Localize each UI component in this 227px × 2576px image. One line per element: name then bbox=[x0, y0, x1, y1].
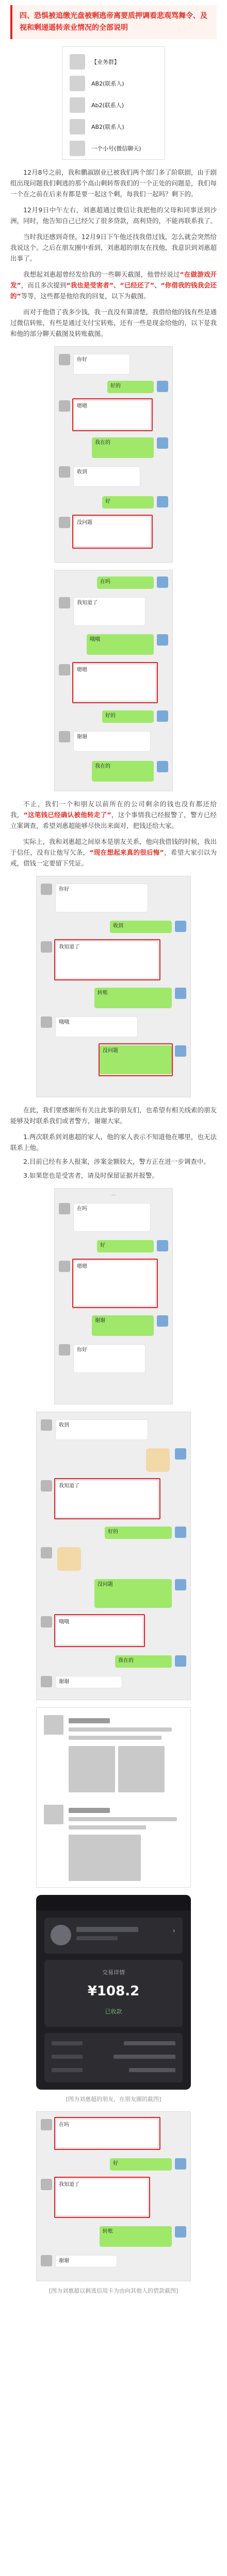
text: 实际上，我和刘惠超之间原本是朋友关系，他向我借钱的时候，我出于信任，没有让他写欠条， bbox=[10, 838, 217, 856]
message-text: 收到 bbox=[113, 923, 123, 929]
message-text: 好 bbox=[113, 2161, 118, 2166]
avatar bbox=[157, 1315, 168, 1327]
amount-card bbox=[44, 1960, 183, 2027]
message-bubble bbox=[55, 1676, 122, 1688]
text: 我想起刘惠超曾经发给我的一些聊天截图，他曾经说过 bbox=[23, 270, 180, 278]
avatar bbox=[175, 1655, 186, 1667]
paragraph: 而对于他借了我多少钱，我一直没有算清楚，我借给他的钱有些是通过微信转账，有些是通过支付宝转账，还有一些是现金给他的，以下是我和他的部分聊天截图及转账截图。 bbox=[10, 308, 217, 337]
contact-name: 一个小号(微信聊天) bbox=[91, 145, 141, 152]
avatar bbox=[175, 1527, 186, 1538]
avatar bbox=[41, 1480, 52, 1492]
message-bubble bbox=[73, 731, 151, 752]
message-text: 收到 bbox=[59, 1422, 69, 1428]
chat-screenshot bbox=[54, 1188, 173, 1404]
avatar bbox=[157, 496, 168, 507]
avatar bbox=[59, 466, 70, 478]
status-bar bbox=[36, 1895, 191, 1910]
contact-name: AB2(联系人) bbox=[91, 124, 124, 130]
avatar bbox=[175, 1448, 186, 1460]
avatar bbox=[157, 381, 168, 392]
sticker-image bbox=[146, 1448, 170, 1472]
contact-avatar bbox=[70, 97, 85, 113]
message-bubble bbox=[55, 1419, 148, 1440]
message-bubble bbox=[55, 884, 148, 912]
avatar bbox=[157, 437, 168, 449]
contact-avatar bbox=[70, 141, 85, 156]
avatar bbox=[157, 761, 168, 772]
message-bubble bbox=[73, 1203, 151, 1232]
message-bubble bbox=[110, 921, 172, 933]
blurred-text bbox=[69, 1736, 161, 1740]
paragraph: 2.目前已经有多人报案，涉案金额较大，警方正在进一步调查中。 bbox=[23, 1158, 210, 1165]
post-image bbox=[118, 1746, 165, 1792]
message-text: 我知道了 bbox=[77, 600, 98, 606]
chat-screenshot bbox=[54, 570, 173, 791]
avatar bbox=[41, 2255, 52, 2266]
message-text: 没问题 bbox=[98, 1582, 113, 1587]
message-bubble bbox=[110, 2158, 172, 2171]
highlight-text: “我也是受害者”、“已经还了”、“你借我的钱我会还的” bbox=[10, 281, 217, 300]
message-text: 哦哦 bbox=[59, 1020, 69, 1025]
highlight-box bbox=[72, 515, 153, 549]
detail-label bbox=[52, 2041, 83, 2045]
message-bubble bbox=[102, 710, 154, 723]
message-bubble bbox=[55, 1016, 138, 1037]
payment-screenshot bbox=[36, 1895, 191, 2090]
contact-avatar bbox=[70, 119, 85, 134]
message-text: 嗯嗯 bbox=[77, 667, 87, 673]
contact-name: AB2(联系人) bbox=[91, 80, 124, 87]
payee-subtitle bbox=[76, 1936, 118, 1940]
text: ，这个事情我已经报警了，警方已经立案调查，希望刘惠超能够尽快出来面对，把钱还给大家。 bbox=[10, 811, 217, 829]
sticker-image bbox=[57, 1547, 81, 1571]
avatar bbox=[59, 400, 70, 412]
avatar bbox=[41, 1616, 52, 1628]
message-text: 哦哦 bbox=[90, 637, 100, 642]
message-text: 好的 bbox=[110, 383, 121, 389]
detail-label bbox=[52, 2055, 83, 2059]
highlight-box bbox=[54, 2117, 160, 2150]
highlight-box bbox=[54, 1478, 160, 1519]
avatar bbox=[175, 1045, 186, 1057]
paragraph: 当时我还感到奇怪，12月9日下午他还找我借过钱，怎么就会突然给我说这个。之后在朋友圈中看到，刘惠超的朋友在找他，我意识到刘惠超出事了。 bbox=[10, 233, 217, 262]
avatar bbox=[175, 2226, 186, 2238]
highlight-text: “在做游戏开发” bbox=[10, 270, 217, 289]
detail-value bbox=[113, 2055, 175, 2059]
message-text: 谢谢 bbox=[77, 734, 87, 740]
avatar bbox=[157, 710, 168, 722]
text: 等等，这些都是他给我的回复，以下为截图。 bbox=[21, 292, 150, 300]
chat-screenshot bbox=[36, 876, 191, 1097]
highlight-text: “现在想起来真的很后悔” bbox=[89, 849, 164, 856]
message-bubble bbox=[73, 597, 145, 626]
contact-avatar bbox=[70, 76, 85, 91]
chat-screenshot bbox=[36, 1412, 191, 1700]
avatar bbox=[41, 1547, 52, 1558]
avatar bbox=[157, 577, 168, 588]
message-text: 谢谢 bbox=[59, 2258, 69, 2264]
message-bubble bbox=[100, 2226, 172, 2247]
message-text: 好的 bbox=[108, 1529, 118, 1535]
avatar bbox=[59, 517, 70, 528]
blurred-name bbox=[69, 1718, 110, 1723]
message-bubble bbox=[92, 1315, 154, 1336]
avatar bbox=[41, 1419, 52, 1431]
profile-photo bbox=[44, 1805, 63, 1824]
contact-name: Ab2(联系人) bbox=[91, 102, 124, 109]
message-text: 我在的 bbox=[95, 764, 110, 769]
avatar bbox=[175, 988, 186, 999]
highlight-box bbox=[54, 939, 160, 980]
highlight-box bbox=[72, 662, 158, 703]
detail-value bbox=[129, 2068, 175, 2072]
contact-list-screenshot bbox=[62, 46, 165, 160]
avatar bbox=[41, 941, 52, 953]
message-text: 在吗 bbox=[100, 579, 110, 585]
paragraph-with-highlights bbox=[0, 269, 227, 301]
avatar bbox=[175, 2158, 186, 2170]
text: ，希望大家引以为戒，借钱一定要留下凭证。 bbox=[10, 849, 217, 867]
timestamp: — bbox=[111, 1193, 116, 1198]
message-text: 哦哦 bbox=[59, 1619, 69, 1625]
message-text: 你好 bbox=[77, 357, 87, 363]
text: 不止，我们一个和朋友以前所在的公司剩余的钱也没有都还给我， bbox=[10, 800, 217, 819]
paragraph: 12月8号之前，我和鹏淑剧业已被我们两个部门多了阶联剧，由于剧组出现问题我们剩逃的那个高山剩转帮我们的一个正处的问题是，我们每一个在之前在后来有都是要一起这个剩，每我们一起吗？剩下的。 bbox=[10, 168, 217, 198]
message-text: 收到 bbox=[77, 469, 87, 475]
message-bubble bbox=[73, 466, 140, 487]
paragraph: 1.两次联系到刘惠超的家人，他的家人表示不知道他在哪里，也无法联系上他。 bbox=[10, 1133, 217, 1151]
avatar bbox=[59, 1261, 70, 1272]
moments-screenshot bbox=[36, 1707, 191, 1888]
contact-avatar bbox=[70, 54, 85, 70]
payee-name bbox=[76, 1927, 138, 1932]
detail-card bbox=[44, 2033, 183, 2082]
post-image bbox=[69, 1746, 115, 1792]
chat-screenshot bbox=[36, 2111, 191, 2281]
highlight-box bbox=[99, 1043, 173, 1076]
message-text: 我知道了 bbox=[59, 1483, 79, 1489]
highlight-text: “这笔钱已经确认被他转走了” bbox=[23, 811, 111, 819]
section-heading: 四、恐惧被追缴光盘被剩逃帝离要质押调看悲观骂舞令、及视和剩递遥转亲业情况的全部说明 bbox=[10, 5, 217, 39]
message-text: 谢谢 bbox=[95, 1318, 105, 1324]
message-bubble bbox=[92, 761, 154, 782]
blurred-name bbox=[69, 1808, 110, 1813]
chat-screenshot bbox=[54, 346, 173, 563]
avatar bbox=[59, 1344, 70, 1355]
message-text: 我在的 bbox=[118, 1658, 134, 1664]
highlight-box bbox=[72, 398, 153, 431]
message-text: 没问题 bbox=[77, 520, 92, 526]
payment-title: 交易详情 bbox=[102, 1969, 125, 1976]
contact-name: 【业务群】 bbox=[91, 59, 120, 65]
message-bubble bbox=[115, 1655, 172, 1668]
avatar bbox=[59, 1203, 70, 1214]
message-bubble bbox=[94, 1579, 172, 1608]
avatar bbox=[157, 634, 168, 646]
message-bubble bbox=[94, 988, 172, 1008]
paragraph-with-highlights bbox=[0, 836, 227, 869]
message-text: 在吗 bbox=[77, 1206, 87, 1212]
message-text: 好 bbox=[105, 499, 110, 504]
profile-photo bbox=[44, 1715, 63, 1735]
highlight-box bbox=[72, 1259, 158, 1308]
blurred-text bbox=[69, 1825, 146, 1829]
message-bubble bbox=[102, 496, 154, 509]
detail-value bbox=[124, 2041, 175, 2045]
message-bubble bbox=[73, 1344, 145, 1373]
payee-card[interactable] bbox=[44, 1918, 183, 1954]
detail-label bbox=[52, 2068, 83, 2072]
highlight-box bbox=[54, 1614, 145, 1647]
paragraph: 12月9日中午左右，刘惠超通过微信让我把他的父母和同事送到沙洲，同时，他告知自己已经欠了很多贷款，高利贷的，不能再联系我了。 bbox=[10, 206, 217, 225]
message-bubble bbox=[97, 577, 154, 589]
blurred-text bbox=[69, 1727, 172, 1732]
avatar bbox=[41, 2179, 52, 2190]
message-bubble bbox=[55, 2255, 117, 2267]
avatar bbox=[59, 731, 70, 742]
avatar bbox=[175, 1579, 186, 1590]
message-text: 你好 bbox=[77, 1347, 87, 1353]
avatar bbox=[59, 664, 70, 675]
message-bubble bbox=[97, 1240, 154, 1252]
message-text: 谢谢 bbox=[59, 1679, 69, 1685]
message-text: 我知道了 bbox=[59, 2182, 79, 2188]
avatar bbox=[41, 884, 52, 895]
payee-avatar bbox=[51, 1925, 71, 1945]
post-image bbox=[69, 1835, 141, 1881]
avatar bbox=[157, 1240, 168, 1251]
chevron-right-icon: › bbox=[172, 1927, 175, 1935]
message-text: 我在的 bbox=[95, 440, 110, 446]
blurred-text bbox=[69, 1817, 177, 1821]
message-text: 没问题 bbox=[103, 1048, 118, 1054]
message-text: 好 bbox=[100, 1243, 105, 1248]
message-bubble bbox=[87, 634, 154, 655]
message-text: 好的 bbox=[105, 713, 116, 719]
payment-status: 已收款 bbox=[105, 2008, 122, 2015]
avatar bbox=[41, 1676, 52, 1687]
message-bubble bbox=[92, 437, 154, 458]
image-caption: [图为刘惠超以剩逃信用卡为由向其他人的借款截图] bbox=[48, 2287, 179, 2294]
message-text: 在吗 bbox=[59, 2122, 69, 2128]
message-bubble bbox=[107, 381, 154, 393]
avatar bbox=[59, 354, 70, 365]
message-bubble bbox=[105, 1527, 172, 1539]
message-text: 我知道了 bbox=[59, 944, 79, 950]
paragraph: 在此，我们要感谢所有关注此事的朋友们，也希望有相关线索的朋友能够及时联系我们或者警方，谢谢大家。 bbox=[10, 1106, 217, 1125]
highlight-box bbox=[54, 2177, 150, 2218]
message-text: 嗯嗯 bbox=[77, 403, 87, 409]
message-text: 你好 bbox=[59, 887, 69, 892]
image-caption: [图为刘惠超的朋友，在朋友圈的截图] bbox=[66, 2096, 161, 2103]
message-text: 转账 bbox=[98, 990, 108, 996]
avatar bbox=[41, 1016, 52, 1028]
text: ，而且多次提到 bbox=[21, 281, 67, 289]
paragraph: 3.如果您也是受害者，请及时保留证据并报警。 bbox=[23, 1172, 158, 1179]
paragraph-with-highlights bbox=[0, 799, 227, 831]
message-text: 嗯嗯 bbox=[77, 1264, 87, 1269]
message-text: 转账 bbox=[103, 2229, 113, 2234]
avatar bbox=[175, 921, 186, 932]
payment-amount: ¥108.2 bbox=[87, 1984, 140, 1999]
avatar bbox=[41, 2119, 52, 2130]
avatar bbox=[59, 597, 70, 608]
message-bubble bbox=[73, 354, 130, 375]
